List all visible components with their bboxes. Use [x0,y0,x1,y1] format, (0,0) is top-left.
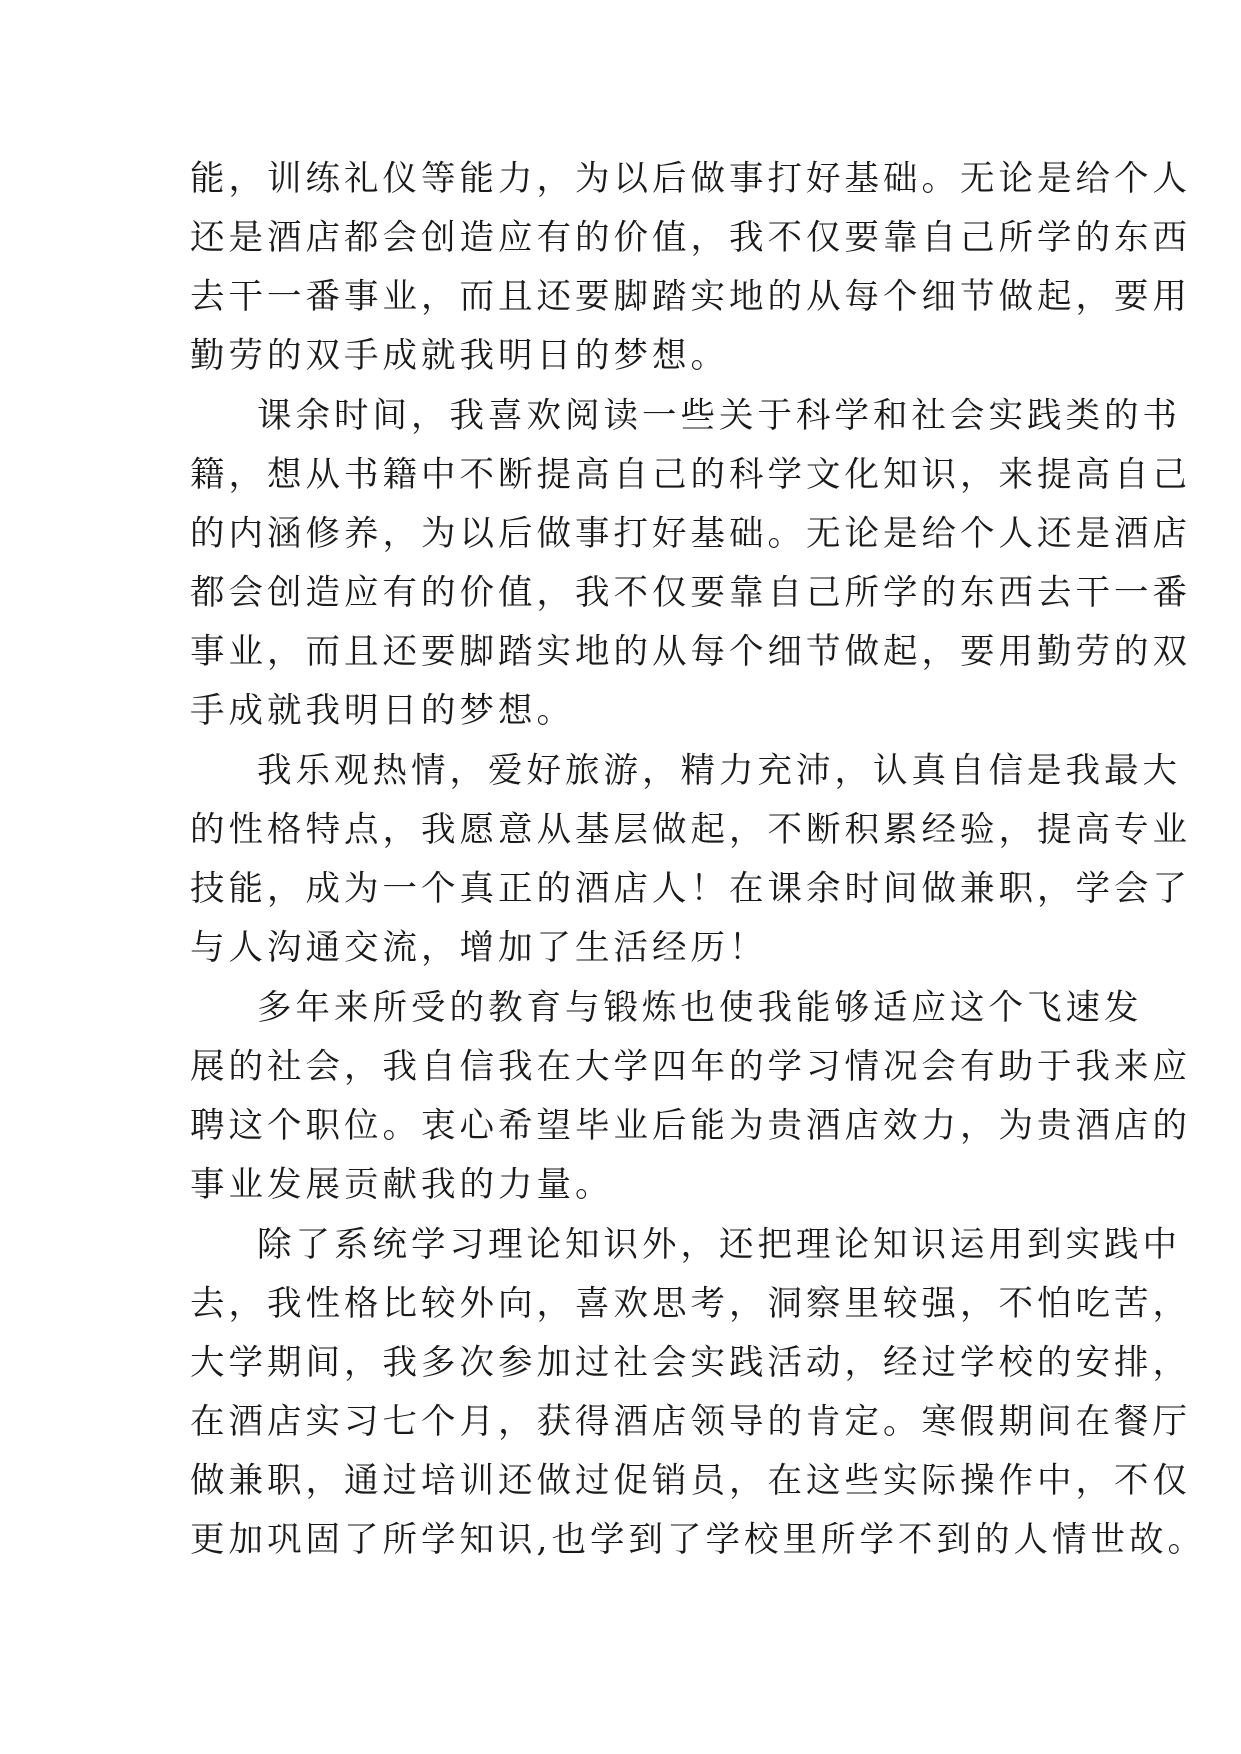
text-line: 展的社会，我自信我在大学四年的学习情况会有助于我来应 [190,1047,1191,1087]
paragraph-3 [190,742,1191,978]
text-line: 能，训练礼仪等能力，为以后做事打好基础。无论是给个人 [190,159,1191,199]
text-line: 还是酒店都会创造应有的价值，我不仅要靠自己所学的东西 [190,218,1191,258]
text-line: 事业发展贡献我的力量。 [190,1165,614,1205]
text-line: 事业，而且还要脚踏实地的从每个细节做起，要用勤劳的双 [190,632,1191,672]
paragraph-1 [190,150,1191,386]
text-line: 在酒店实习七个月，获得酒店领导的肯定。寒假期间在餐厅 [190,1402,1191,1442]
text-line: 勤劳的双手成就我明日的梦想。 [190,336,729,376]
text-line: 与人沟通交流，增加了生活经历！ [190,928,768,968]
text-line: 更加巩固了所学知识,也学到了学校里所学不到的人情世故。 [190,1520,1206,1560]
paragraph-4 [190,979,1191,1215]
paragraph-5 [190,1216,1206,1570]
text-line: 去，我性格比较外向，喜欢思考，洞察里较强，不怕吃苦， [190,1284,1191,1324]
text-line: 都会创造应有的价值，我不仅要靠自己所学的东西去干一番 [190,573,1191,613]
text-line: 手成就我明日的梦想。 [190,691,575,731]
document-body [190,150,1206,1570]
text-line: 我乐观热情，爱好旅游，精力充沛，认真自信是我最大 [257,751,1181,791]
text-line: 籍，想从书籍中不断提高自己的科学文化知识，来提高自己 [190,455,1191,495]
paragraph-2 [190,387,1191,741]
text-line: 聘这个职位。衷心希望毕业后能为贵酒店效力，为贵酒店的 [190,1106,1191,1146]
text-line: 的性格特点，我愿意从基层做起，不断积累经验，提高专业 [190,810,1191,850]
text-line: 技能，成为一个真正的酒店人！在课余时间做兼职，学会了 [190,869,1191,909]
text-line: 课余时间，我喜欢阅读一些关于科学和社会实践类的书 [257,396,1181,436]
text-line: 做兼职，通过培训还做过促销员，在这些实际操作中，不仅 [190,1461,1191,1501]
text-line: 除了系统学习理论知识外，还把理论知识运用到实践中 [257,1225,1181,1265]
text-line: 的内涵修养，为以后做事打好基础。无论是给个人还是酒店 [190,514,1191,554]
text-line: 大学期间，我多次参加过社会实践活动，经过学校的安排， [190,1343,1191,1383]
text-line: 多年来所受的教育与锻炼也使我能够适应这个飞速发 [257,988,1143,1028]
text-line: 去干一番事业，而且还要脚踏实地的从每个细节做起，要用 [190,277,1191,317]
